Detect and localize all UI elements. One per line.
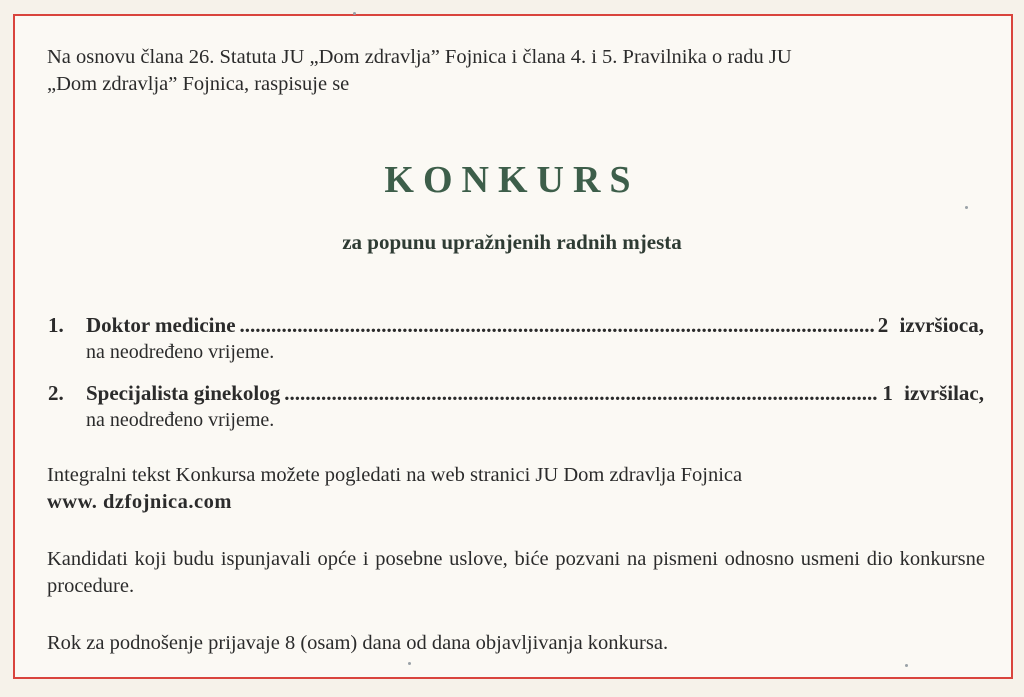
website-text: Integralni tekst Konkursa možete pogledati na web stranici JU Dom zdravlja Fojnica — [47, 464, 743, 486]
position-title: Doktor medicine — [86, 313, 236, 337]
position-heading — [48, 381, 984, 407]
candidates-paragraph: Kandidati koji budu ispunjavali opće i posebne uslove, biće pozvani na pismeni odnosno usmeni dio konkursne procedure. — [47, 548, 985, 597]
position-note: na neodređeno vrijeme. — [86, 341, 275, 363]
print-speck — [905, 664, 908, 667]
position-count: 2 izvršioca, — [877, 313, 984, 337]
deadline-paragraph: Rok za podnošenje prijavaje 8 (osam) dana od dana objavljivanja konkursa. — [47, 632, 669, 654]
position-item — [48, 313, 984, 365]
print-speck — [408, 662, 411, 665]
page-subtitle: za popunu upražnjenih radnih mjesta — [342, 230, 682, 254]
position-heading — [48, 313, 984, 339]
print-speck — [965, 206, 968, 209]
position-number: 2. — [48, 381, 64, 405]
website-paragraph — [47, 462, 985, 516]
intro-paragraph — [47, 44, 987, 98]
print-speck — [353, 12, 356, 15]
position-count: 1 izvršilac, — [882, 381, 984, 405]
dot-leader — [284, 381, 878, 406]
page-title: KONKURS — [384, 159, 640, 201]
position-note: na neodređeno vrijeme. — [86, 409, 275, 431]
intro-line-2: „Dom zdravlja” Fojnica, raspisuje se — [47, 73, 350, 95]
intro-line-1: Na osnovu člana 26. Statuta JU „Dom zdravlja” Fojnica i člana 4. i 5. Pravilnika o radu JU — [47, 46, 792, 68]
position-item — [48, 381, 984, 433]
dot-leader — [240, 313, 874, 338]
position-title: Specijalista ginekolog — [86, 381, 281, 405]
website-link[interactable]: www. dzfojnica.com — [47, 491, 232, 513]
position-number: 1. — [48, 313, 64, 337]
